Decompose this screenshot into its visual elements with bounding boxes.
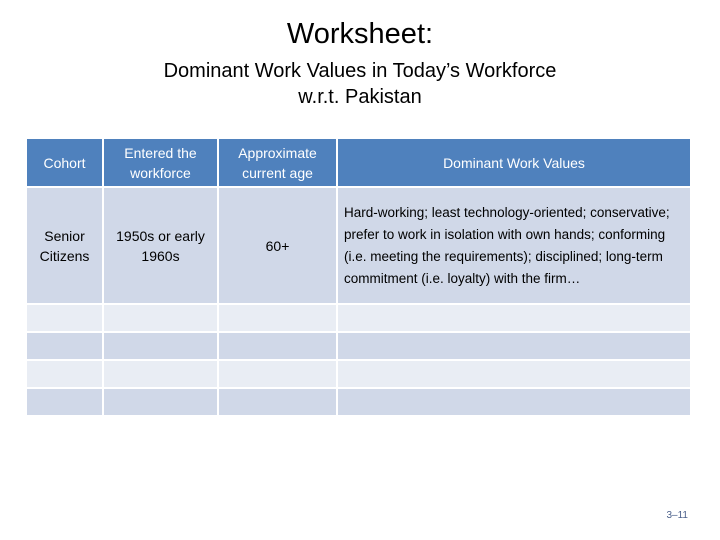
empty-cell	[218, 304, 337, 332]
cell-dominant-work-values: Hard-working; least technology-oriented; conservative; prefer to work in isolation with own hands; conforming (i.e. meeting the requirements); disciplined; long-term commitment (i.e. loyalty) with the firm…	[337, 187, 691, 304]
header-approximate-age: Approximate current age	[218, 138, 337, 187]
header-entered-workforce: Entered the workforce	[103, 138, 218, 187]
empty-cell	[26, 332, 103, 360]
empty-cell	[26, 304, 103, 332]
empty-cell	[218, 388, 337, 416]
empty-table-row	[26, 388, 691, 416]
subtitle-line-2: w.r.t. Pakistan	[298, 86, 422, 108]
slide-subtitle	[0, 58, 720, 110]
empty-cell	[103, 360, 218, 388]
cell-approximate-age: 60+	[218, 187, 337, 304]
slide-number: 3–11	[666, 510, 688, 521]
empty-table-row	[26, 360, 691, 388]
empty-table-row	[26, 304, 691, 332]
worksheet-table	[25, 137, 692, 417]
header-dominant-work-values: Dominant Work Values	[337, 138, 691, 187]
empty-cell	[337, 332, 691, 360]
empty-cell	[218, 360, 337, 388]
slide-title: Worksheet:	[286, 18, 434, 50]
cell-cohort: Senior Citizens	[26, 187, 103, 304]
header-cohort: Cohort	[26, 138, 103, 187]
empty-cell	[218, 332, 337, 360]
empty-cell	[26, 388, 103, 416]
empty-cell	[103, 332, 218, 360]
table-header-row	[26, 138, 691, 187]
empty-cell	[337, 388, 691, 416]
empty-cell	[103, 304, 218, 332]
cell-entered-workforce: 1950s or early 1960s	[103, 187, 218, 304]
empty-cell	[337, 360, 691, 388]
empty-cell	[26, 360, 103, 388]
empty-cell	[337, 304, 691, 332]
empty-cell	[103, 388, 218, 416]
table-row	[26, 187, 691, 304]
empty-table-row	[26, 332, 691, 360]
subtitle-line-1: Dominant Work Values in Today’s Workforce	[163, 60, 557, 82]
